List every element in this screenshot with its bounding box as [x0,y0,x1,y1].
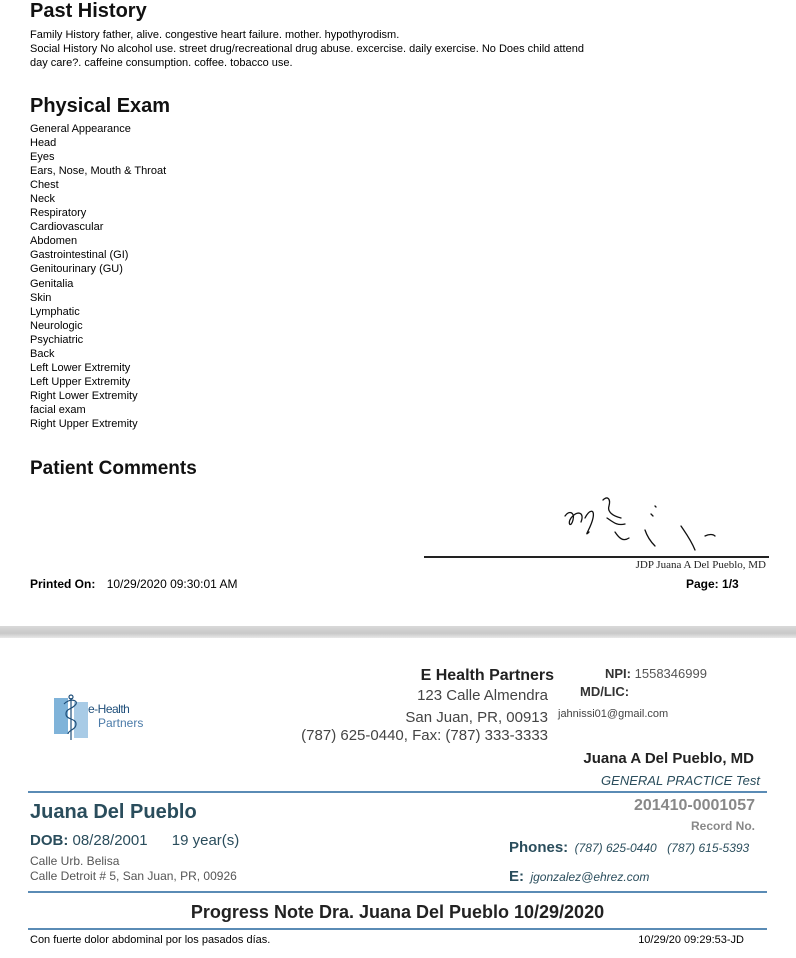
page-number [686,577,739,591]
record-label: Record No. [690,819,755,833]
dob-value: 08/28/2001 [72,832,148,849]
physical-exam-item: Ears, Nose, Mouth & Throat [30,165,167,178]
phones-label: Phones: [509,839,569,856]
physical-exam-item: facial exam [30,403,86,416]
physical-exam-item: Genitourinary (GU) [30,263,123,276]
logo-text-partners: Partners [98,716,144,730]
patient-name: Juana Del Pueblo [30,801,197,823]
physical-exam-item: Neck [30,193,56,206]
patient-phones [509,839,749,857]
clinic-name: E Health Partners [420,667,554,684]
physical-exam-item: Psychiatric [30,333,84,346]
physical-exam-item: Neurologic [30,319,83,332]
patient-address [30,854,237,884]
physical-exam-list [30,122,166,431]
caduceus-icon [60,694,82,742]
past-history-title: Past History [30,0,147,22]
physical-exam-item: Respiratory [30,207,87,220]
physical-exam-item: Left Lower Extremity [30,361,131,374]
email-label: E: [509,868,524,885]
page-number-value: 1/3 [722,577,739,591]
physical-exam-item: Genitalia [30,277,74,290]
patient-age: 19 year(s) [171,832,240,849]
physical-exam-item: General Appearance [30,123,131,135]
past-history-content [30,28,670,70]
physical-exam-item: Back [30,347,55,360]
signature-image [555,488,725,558]
note-divider [28,928,767,930]
npi [605,666,707,681]
chief-complaint: Con fuerte dolor abdominal por los pasados días. [30,934,271,946]
npi-label: NPI: [605,666,631,681]
clinic-info [250,666,554,705]
clinic-phone-fax: (787) 625-0440, Fax: (787) 333-3333 [301,727,548,744]
dob-label: DOB: [30,832,69,849]
social-history-text-line2: day care?. caffeine consumption. coffee. tobacco use. [30,57,293,69]
printed-on-value: 10/29/2020 09:30:01 AM [106,577,238,591]
clinic-address-line1: 123 Calle Almendra [417,687,548,704]
clinic-address-line2: San Juan, PR, 00913 [405,709,548,726]
physical-exam-item: Cardiovascular [30,221,104,234]
provider-specialty: GENERAL PRACTICE Test [601,773,760,788]
clinic-logo [54,694,154,742]
header-divider [28,791,767,793]
provider-email: jahnissi01@gmail.com [558,708,669,720]
patient-email-value: jgonzalez@ehrez.com [530,870,650,884]
record-number: 201410-0001057 [633,797,755,814]
physical-exam-item: Left Upper Extremity [30,375,131,388]
social-history-text-line1: Social History No alcohol use. street drug/recreational drug abuse. excercise. daily exercise. No Does child attend [30,43,584,55]
patient-address-line1: Calle Urb. Belisa [30,854,120,868]
progress-note-title: Progress Note Dra. Juana Del Pueblo 10/29/2020 [190,902,605,922]
page-number-label: Page: [686,577,719,591]
physical-exam-item: Skin [30,291,52,304]
patient-phone-2: (787) 615-5393 [667,841,750,855]
page-separator [0,626,796,638]
signature-line [424,556,769,558]
patient-address-line2: Calle Detroit # 5, San Juan, PR, 00926 [30,869,237,883]
printed-on-label: Printed On: [30,577,96,591]
npi-value: 1558346999 [634,666,707,681]
physical-exam-item: Head [30,137,57,150]
mdlic-label: MD/LIC: [580,684,630,699]
document-page-2 [0,638,796,958]
patient-phone-1: (787) 625-0440 [574,841,657,855]
physical-exam-item: Gastrointestinal (GI) [30,249,129,262]
physical-exam-title: Physical Exam [30,95,171,117]
family-history-text: Family History father, alive. congestive heart failure. mother. hypothyrodism. [30,29,400,41]
physical-exam-item: Right Upper Extremity [30,417,138,430]
note-timestamp: 10/29/20 09:29:53-JD [638,934,744,946]
physical-exam-item: Eyes [30,151,55,164]
printed-on [30,577,237,591]
physical-exam-item: Lymphatic [30,305,80,318]
logo-text-ehealth: e-Health [88,702,130,716]
patient-comments-title: Patient Comments [30,458,197,479]
patient-dob [30,832,239,849]
physical-exam-item: Chest [30,179,59,192]
physical-exam-item: Right Lower Extremity [30,389,138,402]
provider-name: Juana A Del Pueblo, MD [583,750,754,767]
patient-divider [28,891,767,893]
signature-caption: JDP Juana A Del Pueblo, MD [635,559,766,571]
patient-email [509,868,649,886]
physical-exam-item: Abdomen [30,235,78,248]
